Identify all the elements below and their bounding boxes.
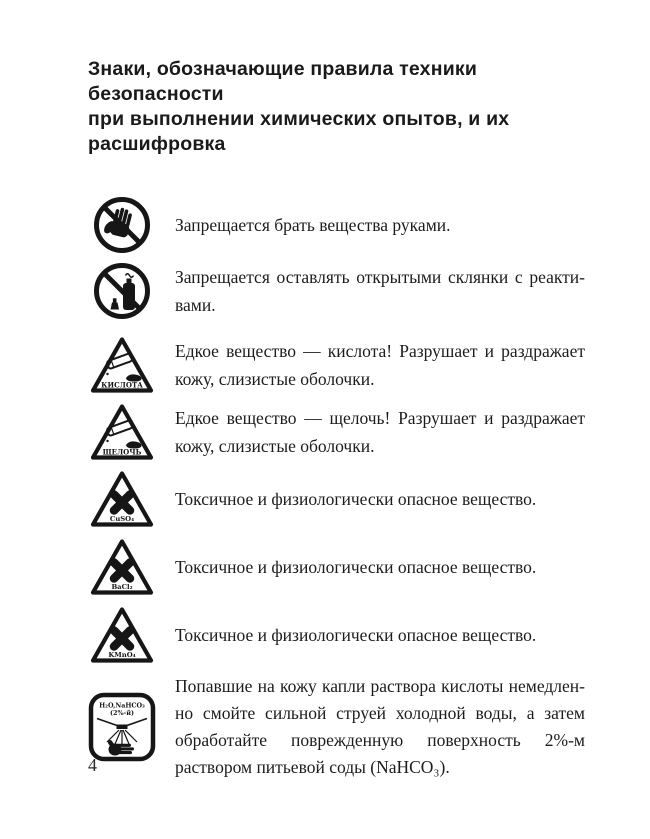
- sign-row-no-hands: [88, 196, 586, 254]
- sign-row-toxic-bacl2: [88, 538, 586, 596]
- page-title-line-2: при выполнении химических опытов, и их расшифровка: [88, 108, 510, 155]
- first-aid-rinse-icon: [88, 692, 156, 762]
- sign-description: Токсичное и физиологически опасное вещество.: [175, 557, 537, 577]
- sign-description: Запрещается брать вещества руками.: [175, 215, 451, 235]
- sign-description: Едкое вещество — щелочь! Разрушает и раздражает кожу, слизистые оболочки.: [175, 408, 585, 456]
- sign-cell: [88, 336, 156, 394]
- toxic-kmno4-icon: [90, 606, 154, 664]
- sign-row-alkali: [88, 403, 586, 461]
- alkali-label: ЩЕЛОЧЬ: [102, 447, 142, 457]
- sign-description: Токсичное и физиологически опасное вещество.: [175, 489, 537, 509]
- page-title-line-1: Знаки, обозначающие правила техники безопасности: [88, 58, 478, 105]
- sign-row-toxic-kmno4: [88, 606, 586, 664]
- acid-warning-icon: [90, 336, 154, 394]
- safety-signs-list: [88, 196, 586, 781]
- sign-cell: [88, 538, 156, 596]
- bacl2-label: BaCl₂: [111, 583, 133, 591]
- sign-row-acid: [88, 336, 586, 394]
- toxic-bacl2-icon: [90, 538, 154, 596]
- page-number: 4: [88, 755, 97, 775]
- x-cross-glyph: [114, 631, 130, 647]
- kmno4-label: KMnO₄: [108, 651, 136, 659]
- sign-cell: [88, 692, 156, 762]
- sign-row-toxic-cuso4: [88, 470, 586, 528]
- sign-cell: [88, 403, 156, 461]
- cuso4-label: CuSO₄: [109, 515, 135, 523]
- x-cross-glyph: [114, 563, 130, 579]
- acid-label: КИСЛОТА: [101, 380, 143, 390]
- sign-cell: [88, 262, 156, 320]
- toxic-cuso4-icon: [90, 470, 154, 528]
- page-title: [88, 57, 568, 157]
- sign-row-no-open-vessels: [88, 262, 586, 320]
- rinse-label-line-1: H₂O,NaHCO₃: [99, 701, 145, 710]
- sign-description: Токсичное и физиологически опасное вещество.: [175, 625, 537, 645]
- sign-cell: [88, 606, 156, 664]
- sign-description: Едкое вещество — кислота! Разрушает и раздражает кожу, слизистые оболочки.: [175, 341, 585, 389]
- rinse-label-line-2: (2%-й): [110, 709, 134, 717]
- alkali-warning-icon: [90, 403, 154, 461]
- sign-row-first-aid: [88, 673, 586, 781]
- x-cross-glyph: [114, 495, 130, 511]
- sign-description: Попавшие на кожу капли раствора кислоты немедленно смойте сильной струей холодной воды, а затем обработайте поврежденную поверхность 2%-м раствором питьевой соды (NaHCO₃).: [175, 676, 585, 777]
- no-touch-hand-icon: [93, 196, 151, 254]
- tap-head-glyph: [117, 725, 128, 730]
- sign-cell: [88, 196, 156, 254]
- no-open-vessels-icon: [93, 262, 151, 320]
- sign-cell: [88, 470, 156, 528]
- sign-description: Запрещается оставлять открытыми склянки с реактивами.: [175, 267, 585, 315]
